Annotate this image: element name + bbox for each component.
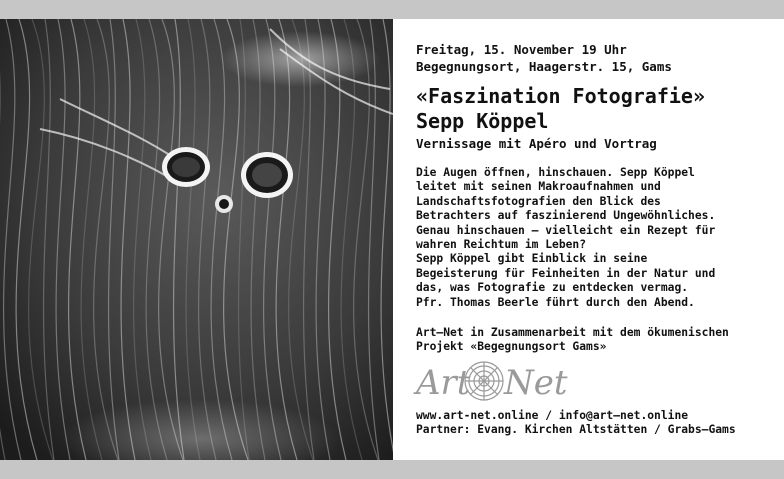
contact-web-email[interactable]: www.art-net.online / info@art–net.online [416, 408, 689, 422]
owl-eye-left [162, 147, 210, 187]
description-line: Sepp Köppel gibt Einblick in seine [416, 252, 648, 266]
collaboration-line: Projekt «Begegnungsort Gams» [416, 340, 607, 354]
description-line: leitet mit seinen Makroaufnahmen und [416, 180, 661, 194]
event-date: Freitag, 15. November 19 Uhr [416, 42, 627, 57]
description-line: Landschaftsfotografien den Blick des [416, 194, 661, 208]
event-text [416, 41, 776, 438]
contact-info [416, 409, 776, 438]
logo-word-net: Net [504, 362, 568, 403]
description-line: Begeisterung für Feinheiten in der Natur und [416, 266, 716, 280]
event-title [416, 84, 776, 134]
spiderweb-icon [464, 361, 504, 401]
owl-beak [215, 195, 233, 213]
event-title-line: «Faszination Fotografie» [416, 84, 705, 108]
logo-word-art: Art [416, 362, 471, 403]
description-line: das, was Fotografie zu entdecken vermag. [416, 281, 689, 295]
owl-wood-photo [0, 19, 393, 460]
event-artist: Sepp Köppel [416, 109, 549, 133]
art-net-logo [416, 361, 776, 405]
event-place: Begegnungsort, Haagerstr. 15, Gams [416, 59, 672, 74]
event-description [416, 166, 776, 310]
description-line: Betrachters auf faszinierend Ungewöhnliches. [416, 209, 716, 223]
partner-line: Partner: Evang. Kirchen Altstätten / Grabs–Gams [416, 423, 736, 437]
collaboration-line: Art–Net in Zusammenarbeit mit dem ökumenischen [416, 326, 729, 340]
owl-eye-right [241, 152, 293, 198]
description-line: Pfr. Thomas Beerle führt durch den Abend. [416, 295, 695, 309]
description-line: Genau hinschauen – vielleicht ein Rezept für [416, 223, 716, 237]
event-subtitle: Vernissage mit Apéro und Vortrag [416, 136, 657, 151]
description-line: wahren Reichtum im Leben? [416, 238, 587, 252]
collaboration-note [416, 326, 776, 355]
description-line: Die Augen öffnen, hinschauen. Sepp Köppel [416, 166, 695, 179]
event-card [0, 19, 784, 460]
